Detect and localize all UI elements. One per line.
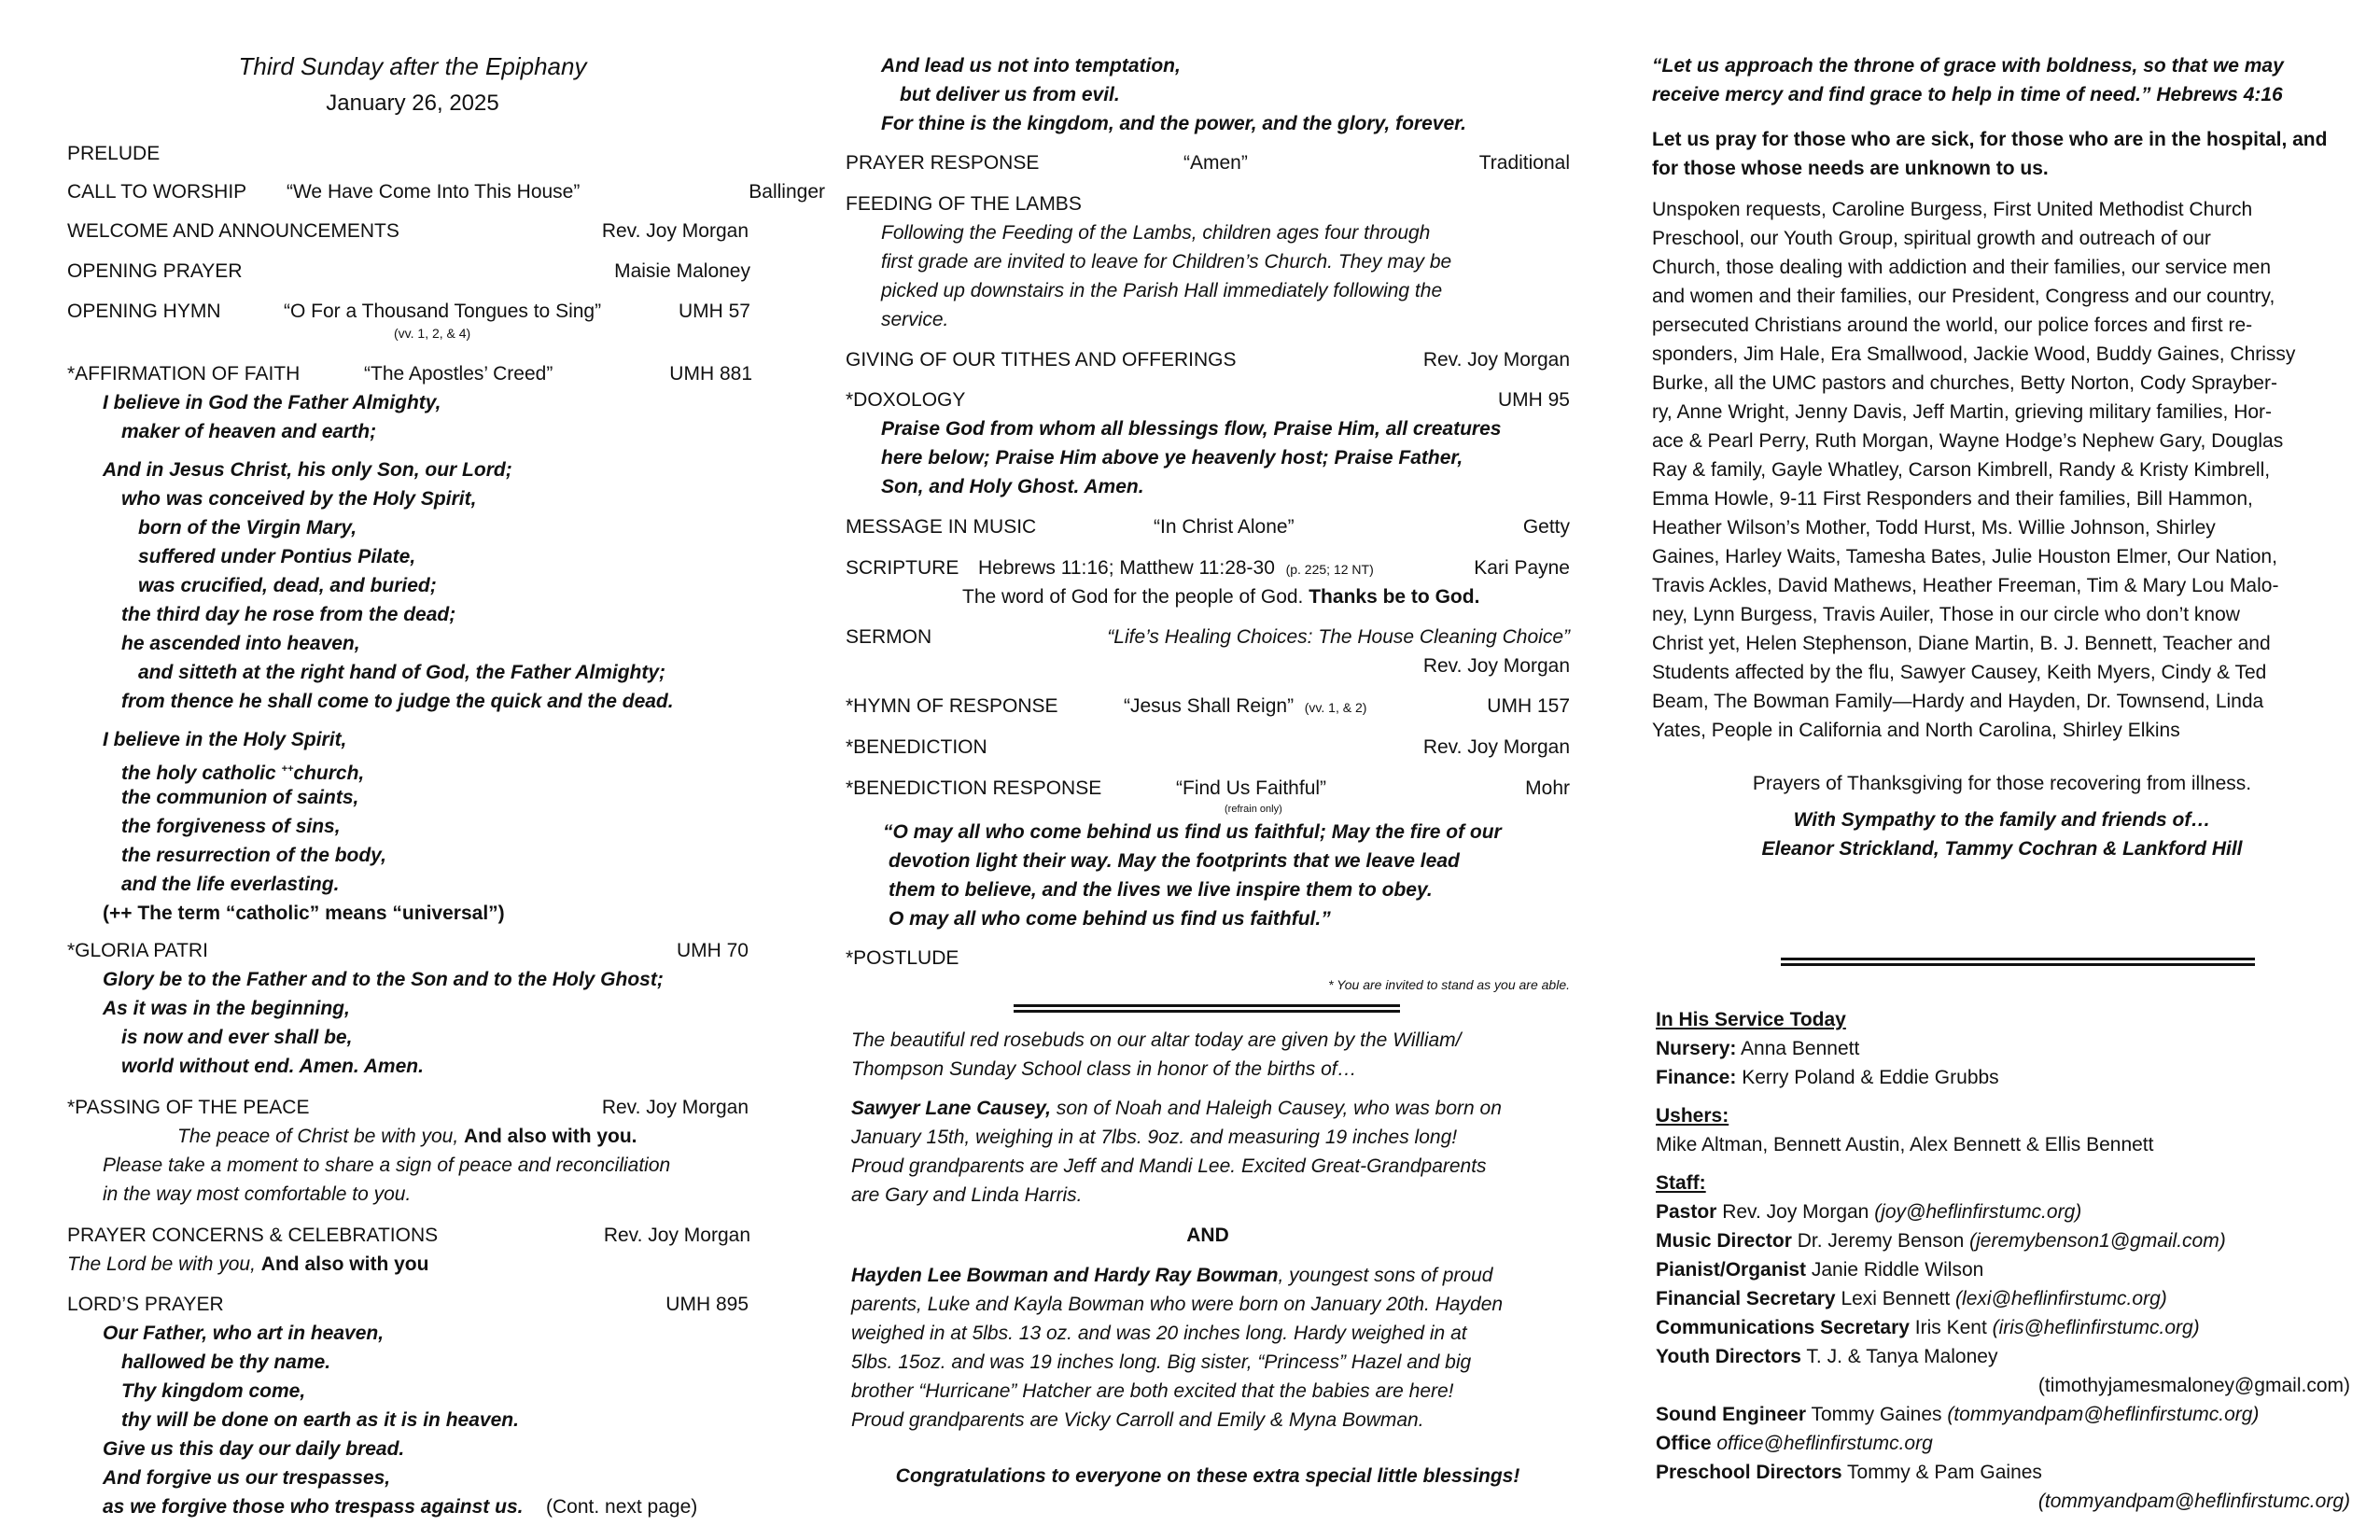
creed-line: the forgiveness of sins, xyxy=(121,816,341,837)
creed-mark: ++ xyxy=(281,763,294,775)
preschool-email: (tommyandpam@heflinfirstumc.org) xyxy=(2037,1491,2350,1512)
faithful-line: O may all who come behind us find us faithful.” xyxy=(889,908,1331,930)
feeding-line: picked up downstairs in the Parish Hall immediately following the xyxy=(881,280,1443,301)
congratulations: Congratulations to everyone on these extra special little blessings! xyxy=(895,1465,1520,1487)
lords-prayer-line: but deliver us from evil. xyxy=(900,84,1120,105)
request-line: Yates, People in California and North Carolina, Shirley Elkins xyxy=(1652,720,2180,741)
request-line: and women and their families, our President, Congress and our country, xyxy=(1652,286,2275,307)
message-label: MESSAGE IN MUSIC xyxy=(846,516,1037,538)
staff-role: Communications Secretary xyxy=(1656,1317,1910,1338)
creed-line: I believe in the Holy Spirit, xyxy=(103,729,347,750)
opening-hymn-verses: (vv. 1, 2, & 4) xyxy=(394,326,471,341)
prayer-concerns-label: PRAYER CONCERNS & CELEBRATIONS xyxy=(67,1225,439,1246)
hayden-names: Hayden Lee Bowman and Hardy Ray Bowman xyxy=(851,1265,1279,1286)
hayden-line: Proud grandparents are Vicky Carroll and Emily & Myna Bowman. xyxy=(851,1409,1424,1431)
and-separator: AND xyxy=(1186,1225,1229,1246)
hymn-response-label: *HYMN OF RESPONSE xyxy=(846,695,1058,717)
staff-role: Sound Engineer xyxy=(1656,1404,1807,1425)
verse-line: “Let us approach the throne of grace with boldness, so that we may xyxy=(1652,55,2284,77)
staff-row xyxy=(1656,1227,2226,1255)
staff-email: (tommyandpam@heflinfirstumc.org) xyxy=(1947,1404,2260,1425)
benediction-response-label: *BENEDICTION RESPONSE xyxy=(846,777,1102,799)
service-heading: In His Service Today xyxy=(1656,1009,1846,1030)
creed-line: born of the Virgin Mary, xyxy=(138,517,357,539)
scripture-pages: (p. 225; 12 NT) xyxy=(1285,562,1374,577)
benediction-label: *BENEDICTION xyxy=(846,736,987,758)
feeding-line: Following the Feeding of the Lambs, children ages four through xyxy=(881,222,1431,244)
sawyer-line: Proud grandparents are Jeff and Mandi Lee. Excited Great-Grandparents xyxy=(851,1155,1487,1177)
peace-response xyxy=(177,1123,637,1151)
sawyer-text: son of Noah and Haleigh Causey, who was born on xyxy=(1051,1098,1502,1119)
creed-text: the holy catholic xyxy=(121,763,282,784)
prayer-response-credit: Traditional xyxy=(1478,152,1570,174)
scripture-response xyxy=(962,583,1479,611)
rosebuds-line: The beautiful red rosebuds on our altar today are given by the William/ xyxy=(851,1029,1462,1051)
nursery-name: Anna Bennett xyxy=(1736,1038,1860,1059)
lords-prayer-line: as we forgive those who trespass against us. xyxy=(103,1496,524,1518)
opening-prayer-credit: Maisie Maloney xyxy=(614,260,750,282)
finance-label: Finance: xyxy=(1656,1067,1737,1088)
finance-line xyxy=(1656,1064,1999,1092)
staff-role: Office xyxy=(1656,1433,1712,1454)
nursery-line xyxy=(1656,1035,1859,1063)
finance-names: Kerry Poland & Eddie Grubbs xyxy=(1736,1067,1999,1088)
creed-line: and sitteth at the right hand of God, the Father Almighty; xyxy=(138,662,666,683)
faithful-line: devotion light their way. May the footprints that we leave lead xyxy=(889,850,1460,872)
request-line: Burke, all the UMC pastors and churches, Betty Norton, Cody Sprayber- xyxy=(1652,372,2277,394)
staff-name: Rev. Joy Morgan xyxy=(1716,1201,1875,1223)
staff-email: (lexi@heflinfirstumc.org) xyxy=(1955,1288,2167,1309)
opening-hymn-credit: UMH 57 xyxy=(678,301,750,322)
welcome-credit: Rev. Joy Morgan xyxy=(601,220,749,242)
hayden-line: weighed in at 5lbs. 13 oz. and was 20 inches long. Hardy weighed in at xyxy=(851,1323,1467,1344)
creed-line: suffered under Pontius Pilate, xyxy=(138,546,416,567)
staff-name: Dr. Jeremy Benson xyxy=(1791,1230,1970,1252)
creed-line: was crucified, dead, and buried; xyxy=(138,575,437,596)
lords-prayer-line: For thine is the kingdom, and the power, and the glory, forever. xyxy=(881,113,1466,134)
gloria-line: Glory be to the Father and to the Son and to the Holy Ghost; xyxy=(103,969,664,990)
request-line: Church, those dealing with addiction and their families, our service men xyxy=(1652,257,2272,278)
sawyer-name: Sawyer Lane Causey, xyxy=(851,1098,1051,1119)
call-to-worship-label: CALL TO WORSHIP xyxy=(67,181,247,203)
creed-line: from thence he shall come to judge the quick and the dead. xyxy=(121,691,674,712)
request-line: Christ yet, Helen Stephenson, Diane Martin, B. J. Bennett, Teacher and xyxy=(1652,633,2271,654)
hymn-response-verses: (vv. 1, & 2) xyxy=(1304,700,1367,715)
request-line: ney, Lynn Burgess, Travis Auiler, Those in our circle who don’t know xyxy=(1652,604,2240,625)
creed-line: And in Jesus Christ, his only Son, our Lord; xyxy=(103,459,512,481)
benediction-credit: Rev. Joy Morgan xyxy=(1422,736,1570,758)
staff-email: office@heflinfirstumc.org xyxy=(1716,1433,1933,1454)
scripture-label: SCRIPTURE xyxy=(846,557,959,579)
rosebuds-line: Thompson Sunday School class in honor of the births of… xyxy=(851,1058,1357,1080)
hayden-line: parents, Luke and Kayla Bowman who were born on January 20th. Hayden xyxy=(851,1294,1504,1315)
staff-name: Tommy Gaines xyxy=(1806,1404,1948,1425)
peace-note: in the way most comfortable to you. xyxy=(103,1183,412,1205)
staff-name: Iris Kent xyxy=(1909,1317,1993,1338)
staff-row xyxy=(1656,1198,2081,1226)
sawyer-line xyxy=(851,1095,1502,1123)
lords-prayer-line: Thy kingdom come, xyxy=(121,1380,306,1402)
sermon-title: “Life’s Healing Choices: The House Cleaning Choice” xyxy=(1107,626,1570,648)
benediction-response-credit: Mohr xyxy=(1525,777,1570,799)
request-line: ry, Anne Wright, Jenny Davis, Jeff Martin, grieving military families, Hor- xyxy=(1652,401,2273,423)
staff-row xyxy=(1656,1430,1933,1458)
call-to-worship-credit: Ballinger xyxy=(749,181,825,203)
tithes-label: GIVING OF OUR TITHES AND OFFERINGS xyxy=(846,349,1237,371)
staff-role: Preschool Directors xyxy=(1656,1462,1842,1483)
verse-line: receive mercy and find grace to help in time of need.” Hebrews 4:16 xyxy=(1652,84,2283,105)
affirmation-title: “The Apostles’ Creed” xyxy=(364,363,553,385)
lords-prayer-label: LORD’S PRAYER xyxy=(67,1294,224,1315)
sympathy-names: Eleanor Strickland, Tammy Cochran & Lankford Hill xyxy=(1761,838,2243,860)
gloria-line: As it was in the beginning, xyxy=(103,998,350,1019)
divider xyxy=(1014,1004,1400,1013)
staff-email: (joy@heflinfirstumc.org) xyxy=(1874,1201,2082,1223)
faithful-line: them to believe, and the lives we live inspire them to obey. xyxy=(889,879,1433,901)
creed-line: he ascended into heaven, xyxy=(121,633,360,654)
creed-line: and the life everlasting. xyxy=(121,874,340,895)
peace-leader: The peace of Christ be with you, xyxy=(177,1126,459,1147)
hayden-line: 5lbs. 15oz. and was 19 inches long. Big sister, “Princess” Hazel and big xyxy=(851,1351,1472,1373)
creed-line: I believe in God the Father Almighty, xyxy=(103,392,441,413)
creed-line: who was conceived by the Holy Spirit, xyxy=(121,488,477,510)
benediction-response-title: “Find Us Faithful” xyxy=(1176,777,1327,799)
pray-for-line: Let us pray for those who are sick, for those who are in the hospital, and xyxy=(1652,129,2328,150)
creed-line: the third day he rose from the dead; xyxy=(121,604,456,625)
scripture-title: Hebrews 11:16; Matthew 11:28-30 xyxy=(978,557,1275,579)
staff-email: (iris@heflinfirstumc.org) xyxy=(1992,1317,2200,1338)
creed-line: the communion of saints, xyxy=(121,787,359,808)
staff-name: Janie Riddle Wilson xyxy=(1806,1259,1984,1281)
doxology-line: here below; Praise Him above ye heavenly host; Praise Father, xyxy=(881,447,1463,469)
call-to-worship-title: “We Have Come Into This House” xyxy=(287,181,581,203)
hymn-response-title: “Jesus Shall Reign” xyxy=(1124,695,1295,717)
prelude-label: PRELUDE xyxy=(67,143,161,164)
request-line: Students affected by the flu, Sawyer Causey, Keith Myers, Cindy & Ted xyxy=(1652,662,2267,683)
lords-prayer-line: thy will be done on earth as it is in heaven. xyxy=(121,1409,519,1431)
sawyer-line: January 15th, weighing in at 7lbs. 9oz. and measuring 19 inches long! xyxy=(851,1127,1458,1148)
request-line: Beam, The Bowman Family—Hardy and Hayden, Dr. Townsend, Linda xyxy=(1652,691,2264,712)
hayden-line xyxy=(851,1262,1492,1290)
creed-footnote: (++ The term “catholic” means “universal”) xyxy=(103,903,505,924)
feeding-label: FEEDING OF THE LAMBS xyxy=(846,193,1082,215)
gloria-credit: UMH 70 xyxy=(676,940,749,961)
hayden-text: , youngest sons of proud xyxy=(1278,1265,1493,1286)
hymn-response-credit: UMH 157 xyxy=(1487,695,1570,717)
staff-role: Youth Directors xyxy=(1656,1346,1801,1367)
opening-hymn-label: OPENING HYMN xyxy=(67,301,221,322)
prayer-concerns-credit: Rev. Joy Morgan xyxy=(603,1225,750,1246)
prayer-concerns-response xyxy=(67,1251,428,1279)
request-line: Ray & family, Gayle Whatley, Carson Kimbrell, Randy & Kristy Kimbrell, xyxy=(1652,459,2271,481)
lords-prayer-line: And forgive us our trespasses, xyxy=(103,1467,391,1489)
message-credit: Getty xyxy=(1522,516,1570,538)
request-line: Travis Ackles, David Mathews, Heather Freeman, Tim & Mary Lou Malo- xyxy=(1652,575,2279,596)
postlude-label: *POSTLUDE xyxy=(846,947,959,969)
message-title: “In Christ Alone” xyxy=(1154,516,1295,538)
benediction-response-note: (refrain only) xyxy=(1225,804,1282,815)
ushers-names: Mike Altman, Bennett Austin, Alex Bennett & Ellis Bennett xyxy=(1656,1134,2154,1155)
staff-name: Lexi Bennett xyxy=(1835,1288,1956,1309)
staff-row xyxy=(1656,1285,2167,1313)
faithful-line: “O may all who come behind us find us faithful; May the fire of our xyxy=(883,821,1502,843)
staff-role: Music Director xyxy=(1656,1230,1792,1252)
prayer-people: And also with you xyxy=(260,1253,429,1275)
prayer-response-title: “Amen” xyxy=(1183,152,1248,174)
creed-line xyxy=(121,755,364,788)
lords-prayer-credit: UMH 895 xyxy=(665,1294,749,1315)
staff-row xyxy=(1656,1459,2042,1487)
service-date: January 26, 2025 xyxy=(326,91,499,116)
staff-row xyxy=(1656,1256,1983,1284)
scripture-leader: The word of God for the people of God. xyxy=(962,586,1304,608)
scripture-credit: Kari Payne xyxy=(1474,557,1570,579)
youth-email: (timothyjamesmaloney@gmail.com) xyxy=(2037,1375,2350,1396)
request-line: Emma Howle, 9-11 First Responders and their families, Bill Hammon, xyxy=(1652,488,2253,510)
welcome-label: WELCOME AND ANNOUNCEMENTS xyxy=(67,220,399,242)
lords-prayer-line: Give us this day our daily bread. xyxy=(103,1438,405,1460)
creed-text: church, xyxy=(293,763,365,784)
staff-name: T. J. & Tanya Maloney xyxy=(1800,1346,1998,1367)
peace-note: Please take a moment to share a sign of peace and reconciliation xyxy=(103,1155,671,1176)
hayden-line: brother “Hurricane” Hatcher are both excited that the babies are here! xyxy=(851,1380,1454,1402)
gloria-label: *GLORIA PATRI xyxy=(67,940,208,961)
peace-label: *PASSING OF THE PEACE xyxy=(67,1097,310,1118)
scripture-people: Thanks be to God. xyxy=(1309,586,1480,608)
scripture-reference xyxy=(978,554,1374,583)
sympathy-line: With Sympathy to the family and friends of… xyxy=(1793,809,2211,831)
staff-role: Pastor xyxy=(1656,1201,1717,1223)
sermon-credit: Rev. Joy Morgan xyxy=(1422,655,1570,677)
affirmation-credit: UMH 881 xyxy=(669,363,752,385)
gloria-line: is now and ever shall be, xyxy=(121,1027,353,1048)
request-line: Preschool, our Youth Group, spiritual growth and outreach of our xyxy=(1652,228,2211,249)
lords-prayer-line: hallowed be thy name. xyxy=(121,1351,331,1373)
doxology-line: Son, and Holy Ghost. Amen. xyxy=(881,476,1144,497)
feeding-line: service. xyxy=(881,309,949,330)
request-line: sponders, Jim Hale, Era Smallwood, Jackie Wood, Buddy Gaines, Chrissy xyxy=(1652,343,2296,365)
affirmation-label: *AFFIRMATION OF FAITH xyxy=(67,363,301,385)
sawyer-line: are Gary and Linda Harris. xyxy=(851,1184,1083,1206)
staff-email: (jeremybenson1@gmail.com) xyxy=(1969,1230,2226,1252)
gloria-line: world without end. Amen. Amen. xyxy=(121,1056,424,1077)
sermon-label: SERMON xyxy=(846,626,932,648)
stand-note: * You are invited to stand as you are able. xyxy=(1328,977,1570,992)
request-line: persecuted Christians around the world, our police forces and first re- xyxy=(1652,315,2253,336)
hymn-response-title-wrap xyxy=(1124,693,1366,721)
feeding-line: first grade are invited to leave for Children’s Church. They may be xyxy=(881,251,1452,273)
doxology-line: Praise God from whom all blessings flow, Praise Him, all creatures xyxy=(881,418,1502,440)
staff-heading: Staff: xyxy=(1656,1172,1706,1194)
continued-note: (Cont. next page) xyxy=(546,1496,698,1518)
doxology-credit: UMH 95 xyxy=(1497,389,1570,411)
peace-credit: Rev. Joy Morgan xyxy=(601,1097,749,1118)
opening-hymn-title: “O For a Thousand Tongues to Sing” xyxy=(284,301,602,322)
staff-name: Tommy & Pam Gaines xyxy=(1841,1462,2042,1483)
creed-line: maker of heaven and earth; xyxy=(121,421,377,442)
ushers-heading: Ushers: xyxy=(1656,1105,1729,1127)
staff-role: Pianist/Organist xyxy=(1656,1259,1807,1281)
staff-role: Financial Secretary xyxy=(1656,1288,1836,1309)
opening-prayer-label: OPENING PRAYER xyxy=(67,260,243,282)
thanksgiving-note: Prayers of Thanksgiving for those recovering from illness. xyxy=(1752,773,2252,794)
staff-row xyxy=(1656,1401,2259,1429)
page-title: Third Sunday after the Epiphany xyxy=(238,52,587,80)
tithes-credit: Rev. Joy Morgan xyxy=(1422,349,1570,371)
staff-row xyxy=(1656,1314,2200,1342)
doxology-label: *DOXOLOGY xyxy=(846,389,966,411)
request-line: ace & Pearl Perry, Ruth Morgan, Wayne Hodge’s Nephew Gary, Douglas xyxy=(1652,430,2284,452)
prayer-leader: The Lord be with you, xyxy=(67,1253,256,1275)
nursery-label: Nursery: xyxy=(1656,1038,1737,1059)
pray-for-line: for those whose needs are unknown to us. xyxy=(1652,158,2049,179)
staff-row xyxy=(1656,1343,1997,1371)
lords-prayer-line: And lead us not into temptation, xyxy=(881,55,1181,77)
creed-line: the resurrection of the body, xyxy=(121,845,386,866)
prayer-response-label: PRAYER RESPONSE xyxy=(846,152,1040,174)
divider xyxy=(1781,958,2255,966)
request-line: Gaines, Harley Waits, Tamesha Bates, Julie Houston Elmer, Our Nation, xyxy=(1652,546,2277,567)
peace-people: And also with you. xyxy=(464,1126,637,1147)
request-line: Heather Wilson’s Mother, Todd Hurst, Ms. Willie Johnson, Shirley xyxy=(1652,517,2216,539)
lords-prayer-line: Our Father, who art in heaven, xyxy=(103,1323,385,1344)
request-line: Unspoken requests, Caroline Burgess, First United Methodist Church xyxy=(1652,199,2253,220)
